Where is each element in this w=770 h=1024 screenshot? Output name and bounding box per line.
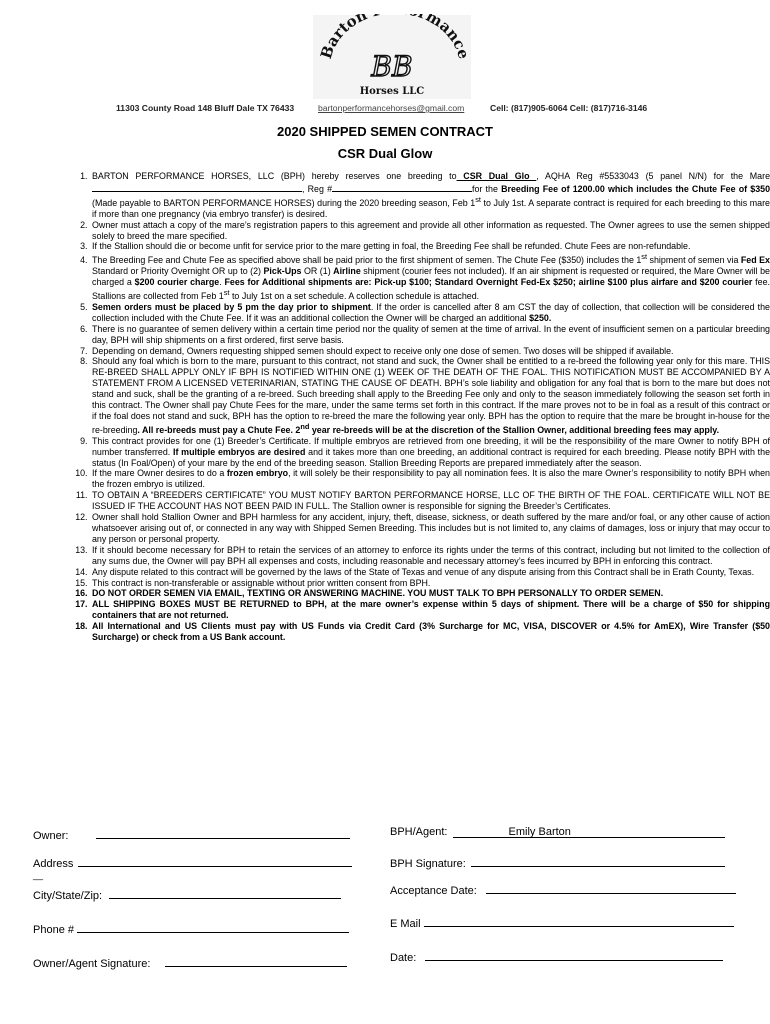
bph-signature-row <box>390 854 725 870</box>
phone-row <box>33 920 349 936</box>
term-1-text-b: , AQHA Reg #5533043 (5 panel N/N) for the Mare <box>536 171 770 181</box>
term-14: 14. Any dispute related to this contract will be governed by the laws of the State of Texas and venue of any dispute arising from this Contract shall be in Erath County, Texas. <box>90 567 770 578</box>
term-4-text-g: fee. Stallions are collected from Feb 1 <box>92 277 770 301</box>
city-label: City/State/Zip: <box>33 890 103 902</box>
owner-signature-row <box>33 954 347 970</box>
term-11: 11. TO OBTAIN A “BREEDERS CERTIFICATE” YOU MUST NOTIFY BARTON PERFORMANCE HORSE, LLC OF THE BIRTH OF THE FOAL. CERTIFICATE WILL NOT BE ISSUED IF THE ACCOUNT HAS NOT BEEN PAID IN FULL. The Stallion owner is responsible for signing the Breeder’s Certificates. <box>90 490 770 512</box>
address-label: Address <box>33 858 74 870</box>
term-1-text-c: , Reg # <box>302 183 333 194</box>
owner-field[interactable] <box>96 826 350 839</box>
term-4 <box>90 252 770 302</box>
logo-graphic <box>312 14 472 100</box>
term-9 <box>90 436 770 469</box>
owner-signature-field[interactable] <box>165 954 347 967</box>
contract-title: 2020 SHIPPED SEMEN CONTRACT <box>277 124 493 139</box>
term-3: 3. If the Stallion should die or become unfit for service prior to the mare getting in foal, the Breeding Fee shall be refunded. Chute Fees are non-refundable. <box>90 241 770 252</box>
term-4-courier: $200 courier charge <box>134 277 220 288</box>
term-4-sup: st <box>641 252 648 262</box>
term-9-bold: If multiple embryos are desired <box>173 446 306 457</box>
company-logo <box>312 14 472 100</box>
term-1-text-a: BARTON PERFORMANCE HORSES, LLC (BPH) hereby reserves one breeding to <box>92 171 457 181</box>
email-label: E Mail <box>390 918 421 930</box>
term-4-text-b: shipment of semen via <box>647 255 741 266</box>
city-row <box>33 886 341 902</box>
term-5-text: . If the order is cancelled after 8 am CST the day of collection, that collection will be considered the collection included with the Chute Fee. If it was an additional collection the Owner will be charged an additional <box>92 301 770 323</box>
term-4-text-a: The Breeding Fee and Chute Fee as specified above shall be paid prior to the first shipment of semen. The Chute Fee ($350) includes the 1 <box>92 255 642 266</box>
term-10-bold: frozen embryo <box>226 468 289 479</box>
term-4-airline: Airline <box>333 266 361 277</box>
term-7: 7. Depending on demand, Owners requesting shipped semen should expect to receive only one dose of semen. Two doses will be shipped if available. <box>90 346 770 357</box>
term-10 <box>90 468 770 490</box>
term-4-text-h: to July 1st on a set schedule. A collection schedule is attached. <box>229 290 480 301</box>
address-dash: __ <box>33 870 44 880</box>
term-4-text-c: Standard or Priority Overnight OR up to (2) <box>92 266 264 277</box>
date-label: Date: <box>390 952 417 964</box>
term-5-amount: $250. <box>529 312 552 323</box>
term-16: 16. DO NOT ORDER SEMEN VIA EMAIL, TEXTING OR ANSWERING MACHINE. YOU MUST TALK TO BPH PERSONALLY TO ORDER SEMEN. <box>90 588 770 599</box>
acceptance-date-field[interactable] <box>486 881 736 894</box>
company-phones: Cell: (817)905-6064 Cell: (817)716-3146 <box>490 103 648 113</box>
term-8 <box>90 356 770 435</box>
term-13: 13. If it should become necessary for BPH to retain the services of an attorney to enforce its rights under the terms of this contract, including but not limited to the collection of any sums due, the Owner will pay BPH all expenses and costs, including reasonable and necessary attorney’s fees incurred by BPH in enforcing this contract. <box>90 545 770 567</box>
owner-label: Owner: <box>33 830 69 842</box>
term-18: 18. All International and US Clients must pay with US Funds via Credit Card (3% Surcharge for MC, VISA, DISCOVER or 4.5% for AmEX), Wire Transfer ($50 Surcharge) or check from a US Bank account. <box>90 621 770 643</box>
bph-signature-label: BPH Signature: <box>390 858 466 870</box>
owner-signature-label: Owner/Agent Signature: <box>33 958 151 970</box>
bph-signature-field[interactable] <box>471 854 725 867</box>
term-2: 2. Owner must attach a copy of the mare’s registration papers to this agreement and provide all other information as requested. The Owner agrees to use the semen shipped solely to breed the mare specified. <box>90 220 770 242</box>
logo-monogram: BB <box>371 50 413 83</box>
term-4-text-e: shipment (courier fees not included). If an air shipment is requested or required, the Mare Owner will be charged a <box>92 266 770 288</box>
acceptance-row <box>390 881 736 897</box>
term-8-text: Should any foal which is born to the mare, pursuant to this contract, not stand and suck, the Owner shall be entitled to a re-breed the following year only for this mare. THIS RE-BREED SHALL APPLY ONLY IF BPH IS NOTIFIED WITHIN ONE (1) WEEK OF THE DEATH OF THE FOAL. THIS NOTIFICATION MUST BE ACCOMPANIED BY A STATEMENT FROM A LICENSED VETERINARIAN, STATING THE CAUSE OF DEATH. BPH’s sole liability and obligation for any foal that is born to the mare but does not stand and suck, shall be the granting of a re-breed. Such breeding shall apply to the Breeding Fee only and only to the season immediately following the season set forth in this contract. The Owner shall pay Chute Fees for the mare, under the same terms set forth in this contract. If the mare proves not to be in foal as a result of this contract or if the foal does not stand and suck, BPH has the option to re-breed the mare the following year only. BPH has the option to require that the mare be brought in-house for the re-breeding <box>92 356 770 435</box>
phone-field[interactable] <box>77 920 349 933</box>
term-4-text-f: . <box>219 277 225 288</box>
address-row <box>33 854 352 870</box>
term-12: 12. Owner shall hold Stallion Owner and BPH harmless for any accident, injury, theft, disease, sickness, or death suffered by the mare and/or foal, or any other cause of action whatsoever arising out of, or connected in any way with Shipped Semen Breeding. This includes but is not limited to, any claims of damages, loss or injury that may occur to any person or personal property. <box>90 512 770 545</box>
term-4-text-d: OR (1) <box>301 266 334 277</box>
term-1-text-e: (Made payable to BARTON PERFORMANCE HORSES) during the 2020 breeding season, Feb 1 <box>92 197 476 208</box>
term-1-stallion: CSR Dual Glo <box>456 171 537 181</box>
term-1-fee: Breeding Fee of 1200.00 which includes the Chute Fee of $350 <box>501 183 770 194</box>
term-10-text-a: If the mare Owner desires to do a <box>92 468 227 479</box>
term-17: 17. ALL SHIPPING BOXES MUST BE RETURNED to BPH, at the mare owner’s expense within 5 days of shipment. There will be a charge of $50 for shipping containers that are not returned. <box>90 599 770 621</box>
email-field[interactable] <box>424 914 734 927</box>
date-field[interactable] <box>425 948 723 961</box>
company-email[interactable]: bartonperformancehorses@gmail.com <box>318 103 465 113</box>
term-8-sup: nd <box>300 421 310 431</box>
term-4-fedex: Fed Ex <box>740 255 770 266</box>
address-field[interactable] <box>78 854 352 867</box>
term-1-sup: st <box>475 194 481 204</box>
contract-terms <box>62 171 770 643</box>
term-8-bold-2: year re-breeds will be at the discretion of the Stallion Owner, additional breeding fees may apply. <box>309 424 720 435</box>
term-4-sup-2: st <box>223 288 230 297</box>
acceptance-label: Acceptance Date: <box>390 885 477 897</box>
phone-label: Phone # <box>33 924 74 936</box>
city-field[interactable] <box>109 886 341 899</box>
term-8-bold: . All re-breeds must pay a Chute Fee. 2 <box>137 424 301 435</box>
term-5-bold: Semen orders must be placed by 5 pm the day prior to shipment <box>92 301 371 312</box>
term-4-pickups: Pick-Ups <box>263 266 302 277</box>
company-address: 11303 County Road 148 Bluff Dale TX 76433 <box>116 103 295 113</box>
bph-agent-row <box>390 826 725 838</box>
owner-row <box>33 826 350 842</box>
term-6: 6. There is no guarantee of semen delivery within a certain time period nor the quality of semen at the time of arrival. In the event of insufficient semen on a particular breeding day, BPH will ship shipments on a first ordered, first serve basis. <box>90 324 770 346</box>
term-4-fees: Fees for Additional shipments are: Pick-up $100; Standard Overnight Fed-Ex $250; airline $100 plus airfare and $200 courier <box>224 277 753 288</box>
term-5 <box>90 302 770 324</box>
term-9-text-a: This contract provides for one (1) Breeder’s Certificate. If multiple embryos are retrieved from one breeding, it will be the responsibility of the mare Owner to notify BPH of number transferred. <box>92 435 770 457</box>
mare-name-field[interactable] <box>92 182 302 192</box>
date-row <box>390 948 723 964</box>
bph-agent-label: BPH/Agent: <box>390 826 448 838</box>
term-15: 15. This contract is non-transferable or assignable without prior written consent from BPH. <box>90 578 770 589</box>
mare-reg-field[interactable] <box>332 182 472 192</box>
term-9-text-b: and it takes more than one breeding, an additional contract is required for each breeding. Please notify BPH with the status (In Foal/Open) of your mare by the end of the breeding season. Stallion Breeding Reports are prepared immediately after the season. <box>92 446 770 468</box>
term-10-text-b: , it will solely be their responsibility to pay all nomination fees. It is also the mare Owner’s responsibility to notify BPH when the frozen embryo is utilized. <box>92 468 770 490</box>
logo-arc-text: Barton mance <box>316 14 472 62</box>
term-1 <box>90 171 770 220</box>
stallion-title: CSR Dual Glow <box>337 146 433 161</box>
email-row <box>390 914 734 930</box>
bph-agent-field[interactable]: Emily Barton <box>453 826 725 838</box>
logo-subtitle: Horses LLC <box>359 86 425 97</box>
term-1-text-d: for the <box>472 183 502 194</box>
term-1-text-f: to July 1st. A separate contract is required for each breeding to this mare if more than one pregnancy (via embryo transfer) is desired. <box>92 197 770 219</box>
